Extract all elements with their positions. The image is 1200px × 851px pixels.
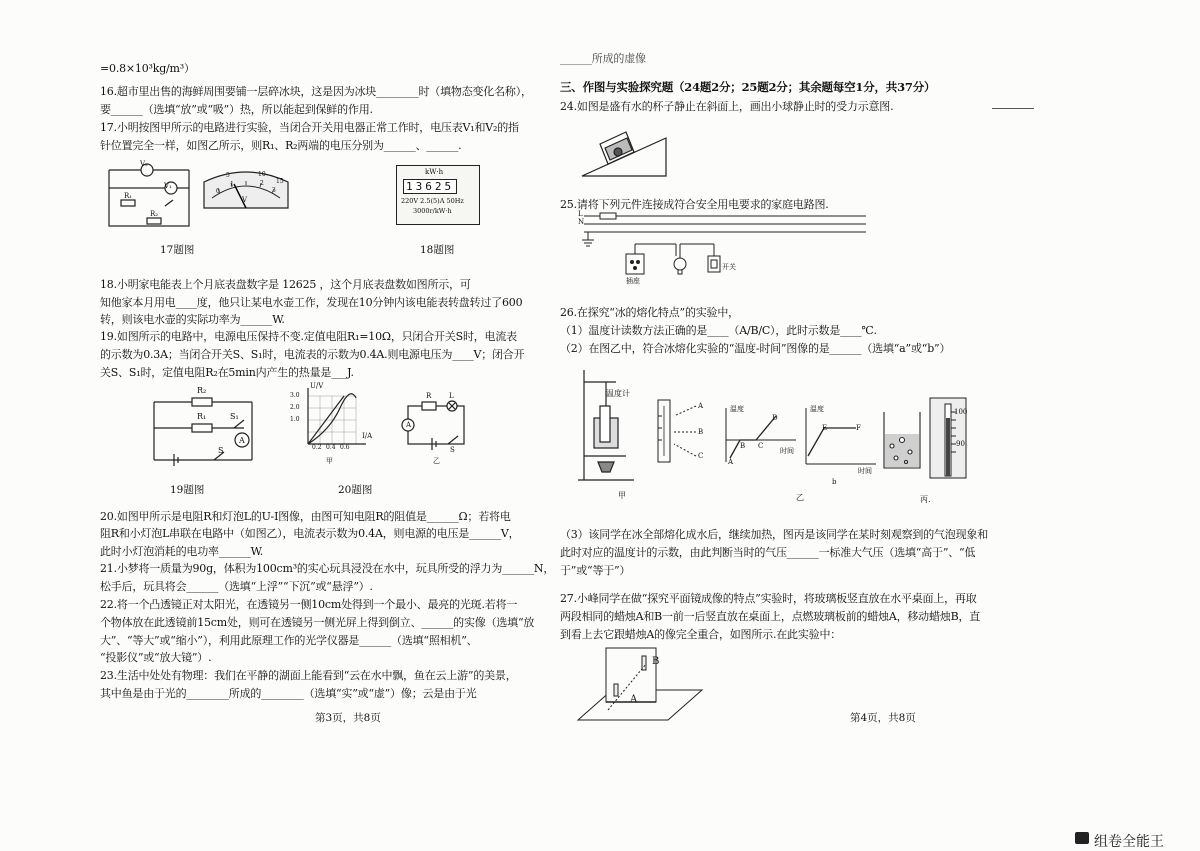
meter18-unit: kW·h (425, 168, 444, 176)
label-v2: V₂ (140, 160, 148, 168)
fig18-caption: 18题图 (420, 244, 455, 256)
meter17-tick-5: 5 (226, 172, 230, 179)
fig25-label-l: L (578, 210, 583, 218)
fig26-thermometer-label: 温度计 (606, 389, 630, 398)
fig17-caption: 17题图 (160, 244, 195, 256)
fig26-graph-a-pt-a: A (728, 458, 734, 466)
fig26-graph-a-pt-d: D (772, 414, 778, 422)
fig20-caption: 20题图 (338, 484, 373, 496)
fig25-socket-label: 插座 (626, 277, 640, 285)
watermark-logo-icon (1075, 832, 1089, 844)
fig26-graph-b-pt-e: E (822, 424, 828, 432)
fig20-label-r: R (426, 392, 432, 400)
q20-line3: 此时小灯泡消耗的电功率______W. (100, 545, 264, 558)
fig18-energy-meter (396, 165, 480, 225)
q26-text: 26.在探究“冰的熔化特点”的实验中， (560, 306, 739, 319)
fig25-switch-label: 开关 (722, 263, 736, 271)
q23-line1: 23.生活中处处有物理：我们在平静的湖面上能看到“云在水中飘，鱼在云上游”的美景， (100, 669, 517, 682)
fig25-label-n: N (578, 218, 585, 226)
fig27-plane-mirror (576, 640, 706, 724)
fig19-label-r1: R₁ (197, 412, 207, 421)
fig26-scale-100: 100 (954, 408, 968, 416)
fig20-label-s: S (450, 446, 455, 454)
fig26-scale-90: 90 (956, 440, 965, 448)
q18-line1: 18.小明家电能表上个月底表盘数字是 12625 ，这个月底表盘数如图所示，可 (100, 278, 471, 291)
fig20-xtick-06: 0.6 (340, 444, 350, 451)
left-page (100, 0, 555, 848)
q21-line2: 松手后，玩具将会______（选填“上浮”“下沉”或“悬浮”）. (100, 580, 373, 593)
fig26-graph-a-xlabel: 时间 (780, 447, 794, 455)
meter18-digits: 13625 (403, 179, 457, 194)
meter17-tick-10: 10 (258, 171, 266, 178)
fig26-caption-bing: 丙. (920, 495, 931, 504)
fig26-graph-a-pt-c: C (758, 442, 764, 450)
q15-tail: =0.8×10³kg/m³） (100, 62, 195, 75)
fig19-caption: 19题图 (170, 484, 205, 496)
q26-part1: （1）温度计读数方法正确的是____（A/B/C），此时示数是____℃. (560, 324, 877, 337)
q18-line2: 知他家本月用电____度，他只让某电水壶工作，发现在10分钟内该电能表转盘转过了600 (100, 296, 523, 309)
label-v1: V₁ (164, 182, 172, 190)
fig26-graph-b-pt-f: F (856, 424, 861, 432)
fig20-label-l: L (449, 392, 454, 400)
fig26-graph-a-pt-b: B (740, 442, 746, 450)
fig26-graph-b-ylabel: 温度 (810, 405, 824, 413)
fig25-household-circuit (578, 212, 868, 290)
section3-title: 三、作图与实验探究题（24题2分；25题2分；其余题每空1分，共37分） (560, 80, 936, 94)
q23-line2: 其中鱼是由于光的________所成的________（选填“实”或“虚”）像；云是由于光 (100, 687, 477, 700)
fig26-apparatus (576, 366, 646, 486)
meter17-tick-15: 15 (276, 178, 284, 185)
fig20-ytick-2: 2.0 (290, 404, 300, 411)
label-r2: R₂ (150, 210, 159, 218)
meter18-spec2: 3000r/kW·h (413, 207, 452, 215)
label-r1: R₁ (124, 192, 133, 200)
q17-line2: 针位置完全一样，如图乙所示，则R₁、R₂两端的电压分别为______、______. (100, 139, 462, 152)
watermark-text: 组卷全能王 (1094, 834, 1164, 850)
q16-line2: 要______（选填“放”或“吸”）热，所以能起到保鲜的作用. (100, 103, 373, 116)
q22-line3: 大”、“等大”或“缩小”），利用此原理工作的光学仪器是______（选填“照相机”、 (100, 634, 478, 647)
fig26-beaker (880, 406, 924, 472)
q21-line1: 21.小梦将一质量为90g，体积为100cm³的实心玩具浸没在水中，玩具所受的浮力为______N， (100, 562, 555, 575)
q26-part3-line2: 此时对应的温度计的示数，由此判断当时的气压______一标准大气压（选填“高于”、“低 (560, 546, 976, 559)
fig27-label-a: A (630, 694, 638, 705)
q20-line1: 20.如图甲所示是电阻R和灯泡L的U-I图像，由图可知电阻R的阻值是______Ω；若将电 (100, 510, 511, 523)
q18-line3: 转，则该电水壶的实际功率为______W. (100, 313, 285, 326)
q23-tail: ______所成的虚像 (560, 52, 646, 65)
meter17-tick-2: 2 (260, 180, 264, 187)
fig20-label-a: A (406, 421, 412, 429)
q22-line2: 个物体放在此透镜前15cm处，则可在透镜另一侧光屏上得到倒立、______的实像（选填“放 (100, 616, 535, 629)
q20-line2: 阻R和小灯泡L串联在电路中（如图乙），电流表示数为0.4A，则电源的电压是______V， (100, 527, 520, 540)
fig20-xtick-02: 0.2 (312, 444, 322, 451)
fig26-graph-b-sub: b (832, 478, 837, 486)
fig20-ytick-3: 3.0 (290, 392, 300, 399)
fig20-xlabel: I/A (362, 432, 373, 440)
fig19-label-s: S (218, 446, 224, 455)
fig26-caption-jia: 甲 (618, 491, 626, 500)
fig24-cup-on-slope (580, 118, 670, 180)
meter17-tick-1: 1 (230, 181, 234, 188)
right-page-footer: 第4页，共8页 (850, 712, 916, 724)
fig26-read-b: B (698, 428, 704, 436)
fig26-graph-b (800, 406, 880, 468)
q19-line1: 19.如图所示的电路中，电源电压保持不变.定值电阻R₁=10Ω，只闭合开关S时，电流表 (100, 330, 517, 343)
meter17-tick-3: 3 (272, 187, 276, 194)
q27-line1: 27.小峰同学在做“探究平面镜成像的特点”实验时，将玻璃板竖直放在水平桌面上，再取 (560, 592, 977, 605)
q22-line4: “投影仪”或“放大镜”）. (100, 651, 212, 664)
meter18-spec1: 220V 2.5(5)A 50Hz (401, 197, 464, 205)
fig20-sub-jia: 甲 (326, 457, 333, 465)
fig17-circuit (105, 160, 200, 230)
fig19-label-r2: R₂ (197, 386, 207, 395)
fig20-sub-yi: 乙 (433, 457, 440, 465)
fig20-graph (300, 386, 373, 451)
fig19-label-s1: S₁ (230, 412, 239, 421)
q26-part3-line3: 于”或“等于”） (560, 564, 631, 577)
fig26-caption-yi: 乙 (796, 493, 804, 502)
q22-line1: 22.将一个凸透镜正对太阳光，在透镜另一侧10cm处得到一个最小、最亮的光斑.若将一 (100, 598, 518, 611)
header-rule (992, 108, 1034, 109)
fig17-voltmeter (200, 168, 292, 213)
fig20-xtick-04: 0.4 (326, 444, 336, 451)
fig27-label-b: B (652, 656, 660, 667)
fig26-read-a: A (698, 402, 704, 410)
fig26-read-c: C (698, 452, 704, 460)
fig19-label-a: A (239, 436, 245, 445)
fig20-ytick-1: 1.0 (290, 416, 300, 423)
q26-part3-line1: （3）该同学在冰全部熔化成水后，继续加热，图丙是该同学在某时刻观察到的气泡现象和 (560, 528, 988, 541)
q16-line1: 16.超市里出售的海鲜周围要铺一层碎冰块，这是因为冰块________时（填物态变化名称）， (100, 85, 532, 98)
q27-line3: 到看上去它跟蜡烛A的像完全重合，如图所示.在此实验中： (560, 628, 842, 641)
meter17-unit: V (242, 196, 248, 204)
fig26-graph-a-ylabel: 温度 (730, 405, 744, 413)
q27-line2: 两段相同的蜡烛A和B一前一后竖直放在桌面上，点燃玻璃板前的蜡烛A，移动蜡烛B，直 (560, 610, 981, 623)
q24-text: 24.如图是盛有水的杯子静止在斜面上，画出小球静止时的受力示意图. (560, 100, 894, 113)
q19-line3: 关S、S₁时，定值电阻R₂在5min内产生的热量是___J. (100, 366, 354, 379)
q25-text: 25.请将下列元件连接成符合安全用电要求的家庭电路图. (560, 198, 829, 211)
q26-part2: （2）在图乙中，符合冰熔化实验的“温度-时间”图像的是______（选填“a”或“b”） (560, 342, 951, 355)
fig20-ylabel: U/V (310, 382, 324, 390)
left-page-footer: 第3页，共8页 (315, 712, 381, 724)
fig19-circuit (148, 388, 258, 468)
fig26-graph-b-xlabel: 时间 (858, 467, 872, 475)
right-page (560, 0, 1000, 848)
q17-line1: 17.小明按图甲所示的电路进行实验，当闭合开关用电器正常工作时，电压表V₁和V₂的指 (100, 121, 519, 134)
meter17-tick-0: 0 (216, 188, 220, 195)
q19-line2: 的示数为0.3A；当闭合开关S、S₁时，电流表的示数为0.4A.则电源电压为____V；闭合开 (100, 348, 525, 361)
